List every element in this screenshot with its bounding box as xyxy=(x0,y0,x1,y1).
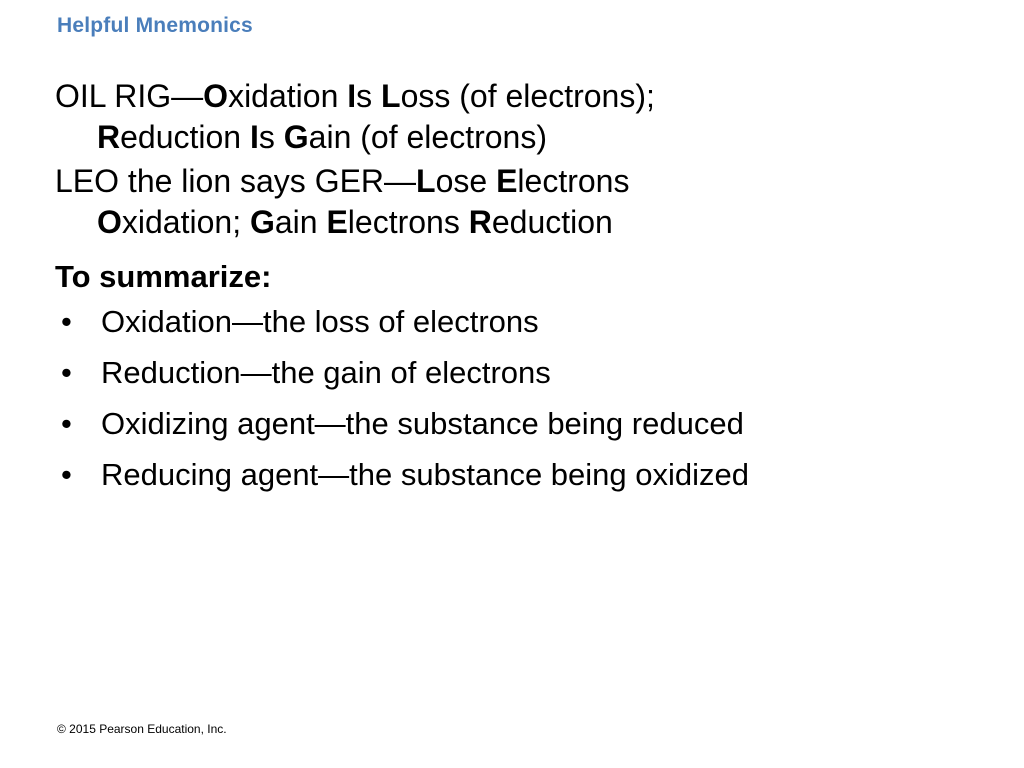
bullet-icon: • xyxy=(61,457,72,492)
text-run: L xyxy=(416,163,436,200)
text-run: O xyxy=(97,203,122,240)
bullet-icon: • xyxy=(61,303,72,339)
text-run: lectrons xyxy=(347,203,469,240)
page-title: Helpful Mnemonics xyxy=(57,14,253,37)
list-item xyxy=(55,455,985,494)
list-item-label: Reduction—the gain of electrons xyxy=(101,354,551,390)
text-run: O xyxy=(203,78,229,114)
text-run: lectrons xyxy=(517,163,630,200)
list-item-label: Reducing agent—the substance being oxidized xyxy=(101,457,750,492)
list-item-label: Oxidizing agent—the substance being reduced xyxy=(101,405,744,441)
text-run: R xyxy=(97,118,121,155)
text-run: oss (of electrons); xyxy=(400,78,655,114)
text-run: I xyxy=(249,118,259,155)
text-run: R xyxy=(468,203,492,240)
bullet-icon: • xyxy=(61,405,72,441)
mnemonic-oil-rig xyxy=(55,76,985,157)
text-run: OIL RIG— xyxy=(55,78,204,114)
text-run: ain (of electrons) xyxy=(308,118,547,155)
summary-heading: To summarize: xyxy=(55,258,272,294)
list-item xyxy=(55,353,985,392)
text-run: E xyxy=(326,203,348,240)
bullet-icon: • xyxy=(61,354,72,390)
mnemonic-leo-ger xyxy=(55,161,985,242)
mnemonic-leo-ger-line2 xyxy=(97,204,613,240)
text-run: ose xyxy=(435,163,497,200)
list-item xyxy=(55,404,985,443)
text-run: xidation; xyxy=(121,203,250,240)
slide-body xyxy=(55,76,985,506)
mnemonic-oil-rig-line1 xyxy=(55,78,655,114)
text-run: L xyxy=(381,78,401,114)
mnemonic-oil-rig-line2 xyxy=(97,119,547,155)
text-run: eduction xyxy=(491,203,613,240)
text-run: eduction xyxy=(120,118,250,155)
copyright-footer: © 2015 Pearson Education, Inc. xyxy=(57,722,227,736)
text-run: G xyxy=(249,203,275,240)
text-run: LEO the lion says GER— xyxy=(55,163,417,200)
text-run: I xyxy=(347,78,357,114)
text-run: s xyxy=(258,118,284,155)
text-run: G xyxy=(283,118,309,155)
text-run: E xyxy=(496,163,518,200)
text-run: xidation xyxy=(228,78,348,114)
text-run: s xyxy=(356,78,382,114)
summary-bullet-list xyxy=(55,302,985,494)
list-item xyxy=(55,302,985,341)
list-item-label: Oxidation—the loss of electrons xyxy=(101,303,539,339)
mnemonic-leo-ger-line1 xyxy=(55,163,629,199)
text-run: ain xyxy=(274,203,327,240)
